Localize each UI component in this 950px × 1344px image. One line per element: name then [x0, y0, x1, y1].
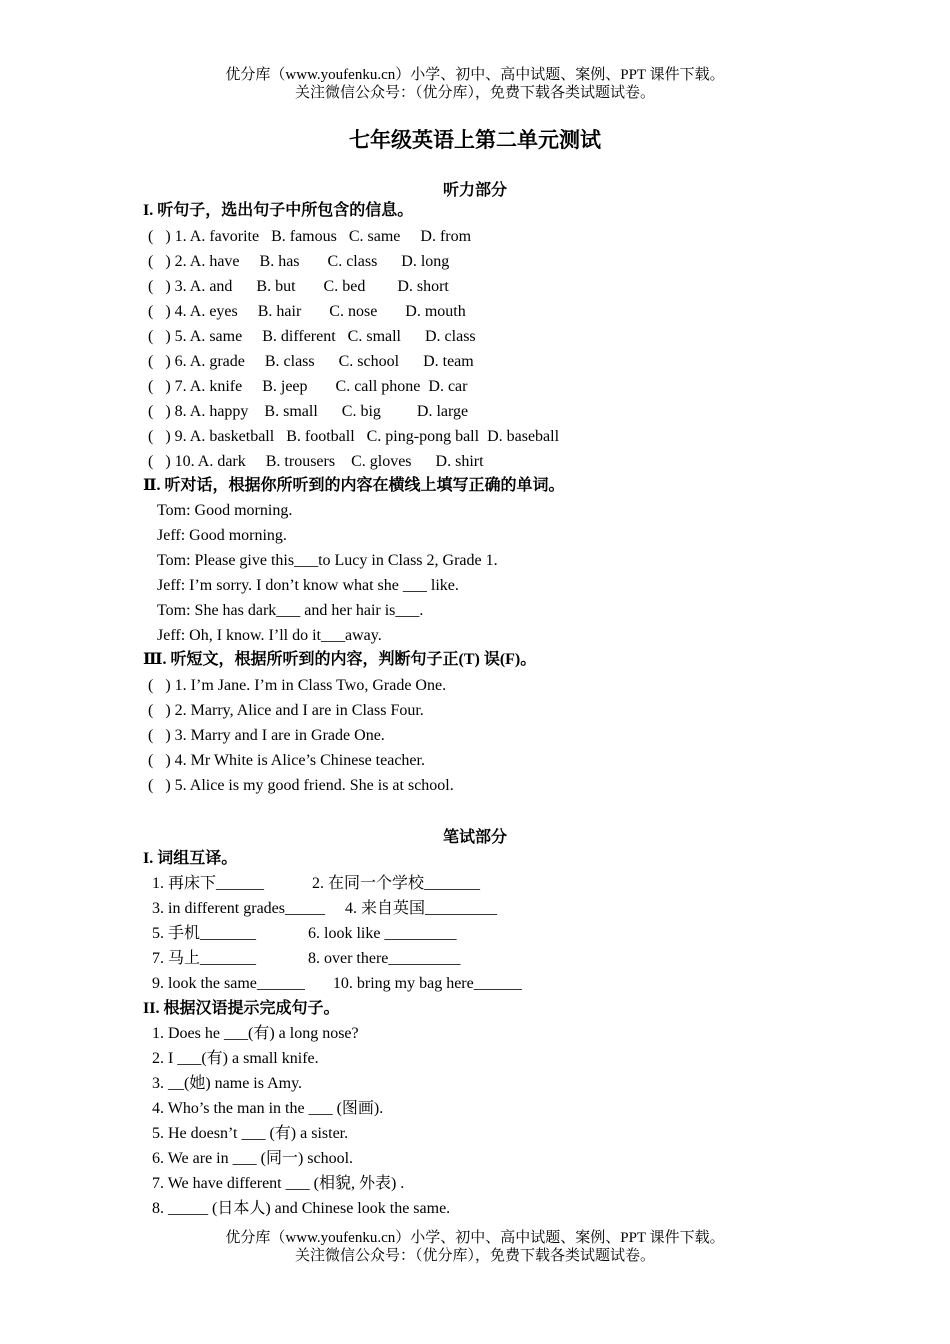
listening-part2-title: Ⅱ. 听对话，根据你所听到的内容在横线上填写正确的单词。 [143, 477, 565, 494]
listening-part3-title: Ⅲ. 听短文，根据所听到的内容，判断句子正(T) 误(F)。 [143, 651, 537, 668]
document-title: 七年级英语上第二单元测试 [349, 128, 601, 152]
page-footer [0, 1229, 950, 1265]
list-item: 9. look the same______ 10. bring my bag here______ [152, 975, 522, 992]
dialogue-line: Jeff: Oh, I know. I’ll do it___away. [157, 627, 382, 644]
writing-part1-title: I. 词组互译。 [143, 850, 238, 867]
header-line-1: 优分库（www.youfenku.cn）小学、初中、高中试题、案例、PPT 课件下载。 [225, 67, 725, 83]
list-item: 1. 再床下______ 2. 在同一个学校_______ [152, 875, 481, 892]
dialogue-line: Jeff: I’m sorry. I don’t know what she ___ like. [157, 577, 459, 594]
list-item: 2. I ___(有) a small knife. [152, 1050, 319, 1067]
list-item: 8. _____ (日本人) and Chinese look the same. [152, 1200, 451, 1217]
list-item: 5. He doesn’t ___ (有) a sister. [152, 1125, 349, 1142]
list-item: ( ) 3. Marry and I are in Grade One. [148, 727, 385, 744]
listening-heading: 听力部分 [442, 182, 507, 199]
footer-line-1: 优分库（www.youfenku.cn）小学、初中、高中试题、案例、PPT 课件下载。 [225, 1230, 725, 1246]
list-item: ( ) 2. A. have B. has C. class D. long [148, 253, 450, 270]
list-item: 3. in different grades_____ 4. 来自英国_________ [152, 900, 497, 917]
list-item: 7. We have different ___ (相貌, 外表) . [152, 1175, 405, 1192]
listening-part1-title: I. 听句子，选出句子中所包含的信息。 [143, 202, 414, 219]
list-item: ( ) 5. A. same B. different C. small D. class [148, 328, 476, 345]
dialogue-line: Tom: Please give this___to Lucy in Class 2, Grade 1. [157, 552, 498, 569]
dialogue-line: Tom: She has dark___ and her hair is___. [157, 602, 424, 619]
list-item: 3. __(她) name is Amy. [152, 1075, 303, 1092]
list-item: 7. 马上_______ 8. over there_________ [152, 950, 461, 967]
dialogue-line: Tom: Good morning. [157, 502, 293, 519]
list-item: ( ) 3. A. and B. but C. bed D. short [148, 278, 449, 295]
writing-part2-title: II. 根据汉语提示完成句子。 [143, 1000, 340, 1017]
list-item: ( ) 1. A. favorite B. famous C. same D. from [148, 228, 472, 245]
list-item: ( ) 1. I’m Jane. I’m in Class Two, Grade One. [148, 677, 447, 694]
list-item: 4. Who’s the man in the ___ (图画). [152, 1100, 384, 1117]
list-item: 1. Does he ___(有) a long nose? [152, 1025, 359, 1042]
list-item: ( ) 10. A. dark B. trousers C. gloves D. shirt [148, 453, 484, 470]
list-item: ( ) 7. A. knife B. jeep C. call phone D. car [148, 378, 468, 395]
page-header [0, 66, 950, 102]
list-item: ( ) 8. A. happy B. small C. big D. large [148, 403, 469, 420]
list-item: ( ) 5. Alice is my good friend. She is at school. [148, 777, 454, 794]
list-item: ( ) 4. A. eyes B. hair C. nose D. mouth [148, 303, 466, 320]
footer-line-2: 关注微信公众号：（优分库），免费下载各类试题试卷。 [294, 1248, 655, 1264]
dialogue-line: Jeff: Good morning. [157, 527, 287, 544]
header-line-2: 关注微信公众号：（优分库），免费下载各类试题试卷。 [294, 85, 655, 101]
list-item: ( ) 9. A. basketball B. football C. ping-pong ball D. baseball [148, 428, 560, 445]
writing-heading: 笔试部分 [442, 829, 507, 846]
list-item: ( ) 6. A. grade B. class C. school D. team [148, 353, 474, 370]
list-item: 6. We are in ___ (同一) school. [152, 1150, 354, 1167]
list-item: 5. 手机_______ 6. look like _________ [152, 925, 457, 942]
list-item: ( ) 4. Mr White is Alice’s Chinese teacher. [148, 752, 425, 769]
list-item: ( ) 2. Marry, Alice and I are in Class Four. [148, 702, 424, 719]
